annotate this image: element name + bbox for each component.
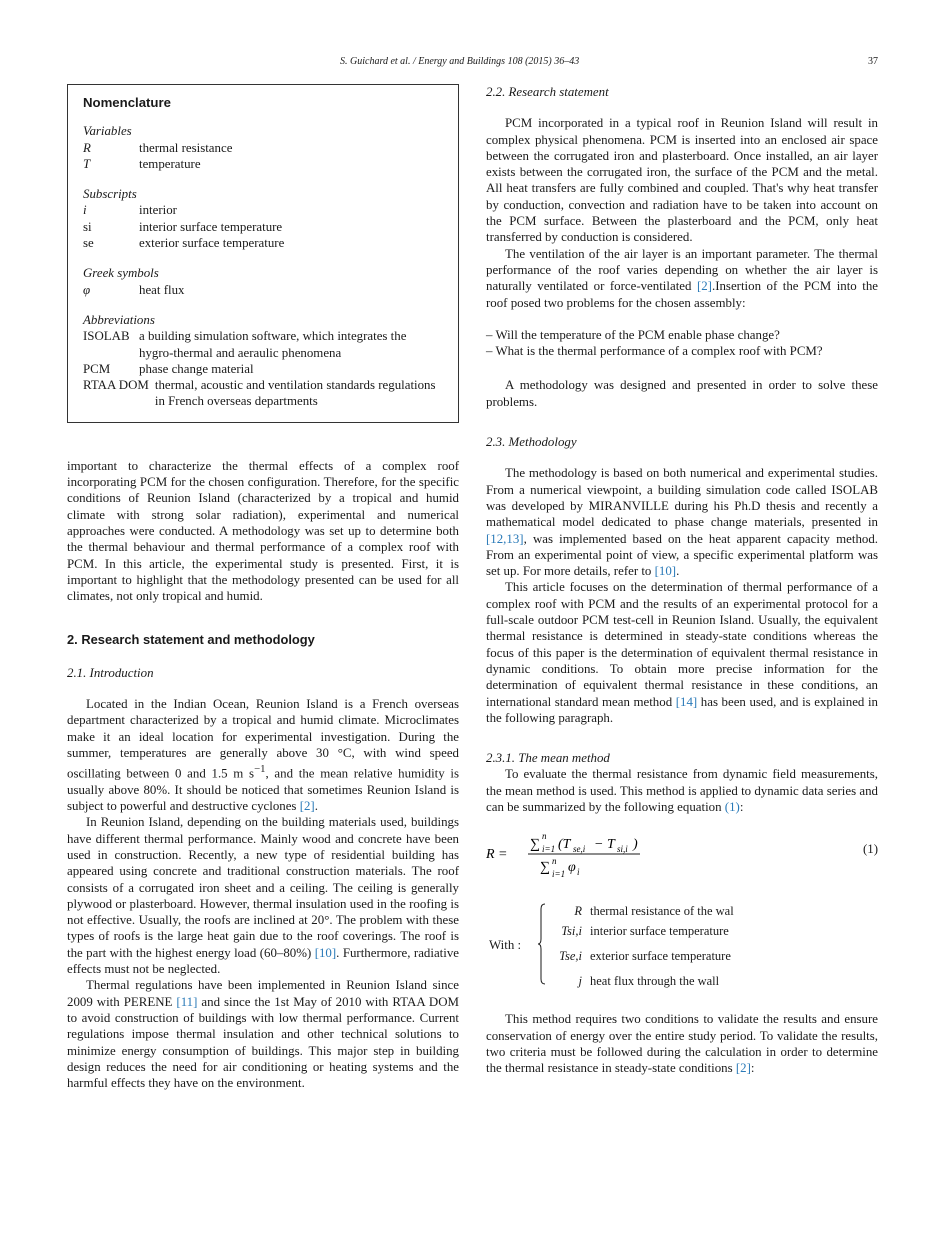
citation-link[interactable]: [12,13] — [486, 531, 524, 546]
subsubsection-title: 2.3.1. The mean method — [486, 751, 610, 766]
citation-link[interactable]: [2] — [735, 1061, 751, 1076]
nomenclature-symbol: φ — [83, 282, 91, 297]
journal-citation: S. Guichard et al. / Energy and Buildings 108 (2015) 36–43 — [340, 56, 580, 67]
nomenclature-group-title: Greek symbols — [83, 266, 159, 281]
variable-row: Tsi,i interior surface temperature — [561, 924, 729, 939]
intro-paragraph: important to characterize the thermal effects of a complex roof incorporating PCM for the chosen configuration. Therefore, for the specific conditions of Reunion Island (characterized by a tropical and humid climate with strong solar radiation), experimental and numerical approaches were conducted. A methodology was set up to determine both the thermal behaviour and thermal performance of a complex roof with PCM. In this article, the experimental study is presented. First, it is important to highlight that the methodology presented can be used for all climates, not only tropical and humid. — [67, 458, 459, 604]
nomenclature-row — [83, 328, 443, 361]
subsection-title: 2.2. Research statement — [486, 85, 609, 99]
svg-text:se,i: se,i — [573, 844, 586, 855]
left-column — [67, 84, 459, 1091]
paragraph: Located in the Indian Ocean, Reunion Island is a French overseas department characterized by a tropical and humid climate. Microclimates make it an ideal location for experimental investigation. During the summer, temperatures are generally above 30 °C, with wind speed oscillating between 0 and 1.5 m $s^{-1}$, and the mean relative humidity is usually above 80%. It should be noticed that sometimes Reunion Island is subject to powerful and destructive cyclones [2]. — [67, 697, 459, 814]
svg-text:− T: − T — [594, 837, 615, 853]
nomenclature-group-title: Subscripts — [83, 187, 137, 202]
subsection-title: 2.1. Introduction — [67, 665, 154, 680]
svg-text:i=1: i=1 — [542, 844, 556, 855]
citation-link[interactable]: [2] — [299, 799, 315, 814]
nomenclature-definition: temperature — [139, 156, 201, 171]
nomenclature-symbol: T — [83, 156, 91, 171]
nomenclature-box — [67, 84, 459, 423]
subsection-title: 2.3. Methodology — [486, 435, 577, 450]
right-column — [486, 84, 878, 1076]
equation-number: (1) — [862, 842, 878, 857]
paragraph: Thermal regulations have been implemented in Reunion Island since 2009 with PERENE [11] and since the 1st May of 2010 with RTAA DOM to avoid construction of buildings with low thermal performance. Current regulations impose thermal insulation and other technical solutions to minimize energy consumption of buildings. This major step in building design reduces the need for air conditioning or heating systems and the harmful effects they have on the environment. — [67, 978, 459, 1091]
nomenclature-row — [83, 156, 443, 172]
variable-row: j heat flux through the wall — [578, 974, 720, 989]
citation-link[interactable]: [2] — [696, 279, 712, 294]
nomenclature-row — [83, 282, 443, 298]
nomenclature-symbol: si — [83, 219, 92, 234]
nomenclature-row — [83, 202, 443, 218]
nomenclature-row — [83, 361, 443, 377]
nomenclature-row — [83, 377, 443, 410]
nomenclature-definition: exterior surface temperature — [139, 236, 285, 251]
svg-text:∑: ∑ — [540, 860, 550, 876]
nomenclature-definition: thermal resistance — [139, 140, 233, 155]
nomenclature-symbol: ISOLAB — [83, 329, 130, 344]
running-header — [0, 56, 926, 72]
nomenclature-row — [83, 235, 443, 251]
svg-text:si,i: si,i — [617, 844, 628, 855]
svg-text:): ) — [633, 837, 638, 853]
nomenclature-row — [83, 140, 443, 156]
nomenclature-symbol: i — [83, 203, 87, 218]
paragraph: This method requires two conditions to validate the results and ensure conservation of energy over the entire study period. To validate the results, two criteria must be followed during the calculation in order to determine the thermal resistance in steady-state conditions [2]: — [486, 1012, 878, 1076]
nomenclature-definition: heat flux — [139, 282, 185, 297]
paragraph: To evaluate the thermal resistance from dynamic field measurements, the mean method is used. This method is applied to dynamic data series and can be summarized by the following equation (1): — [486, 767, 878, 814]
page-number: 37 — [868, 56, 878, 67]
citation-link[interactable]: [10] — [654, 564, 677, 579]
question-list — [486, 327, 878, 360]
paragraph: The ventilation of the air layer is an important parameter. The thermal performance of the roof varies depending on whether the air layer is naturally ventilated or force-ventilated [2].Insertion of the PCM into the roof posed two problems for the chosen assembly: — [486, 246, 878, 310]
equation-formula — [486, 823, 806, 885]
list-item: – Will the temperature of the PCM enable phase change? — [486, 327, 878, 343]
variable-row: R thermal resistance of the wal — [574, 904, 734, 919]
curly-brace — [538, 903, 546, 985]
nomenclature-definition: a building simulation software, which integrates the hygro-thermal and aeraulic phenomena — [139, 329, 407, 360]
nomenclature-row — [83, 219, 443, 235]
nomenclature-group-title: Variables — [83, 124, 132, 139]
citation-link[interactable]: [11] — [176, 994, 198, 1009]
nomenclature-group-title: Abbreviations — [83, 312, 155, 327]
nomenclature-symbol: se — [83, 236, 94, 251]
nomenclature-symbol: PCM — [83, 361, 111, 376]
equation-1 — [486, 823, 878, 885]
svg-text:∑: ∑ — [530, 837, 540, 853]
variable-row: Tse,i exterior surface temperature — [559, 949, 731, 964]
svg-text:n: n — [552, 856, 557, 867]
paragraph: This article focuses on the determination of thermal performance of a complex roof with PCM and the results of an experimental protocol for a full-scale outdoor PCM test-cell in Reunion Island. Usually, the equivalent thermal resistance is determined in steady-state conditions whereas the focus of this paper is the determination of equivalent thermal resistance in dynamic conditions. To obtain more precise information for the determination of equivalent thermal resistance in these conditions, an international standard mean method [14] has been used, and is explained in the following paragraph. — [486, 580, 878, 725]
nomenclature-definition: phase change material — [139, 361, 254, 376]
paragraph: PCM incorporated in a typical roof in Reunion Island will result in complex physical phenomena. PCM is inserted into an enclosed air space between the corrugated iron and plasterboard. Once installed, an air layer exists between the corrugated iron, the surface of the PCM and the metal. All heat transfers are fully combined and coupled. That's why heat transfer by conduction, convection and radiation have to be taken into account on the PCM surface. Between the plasterboard and the PCM, only heat transferred by conduction is considered. — [486, 116, 878, 245]
nomenclature-symbol: R — [83, 140, 91, 155]
svg-text:φ: φ — [568, 860, 576, 876]
list-item: – What is the thermal performance of a complex roof with PCM? — [486, 343, 878, 359]
nomenclature-definition: interior — [139, 203, 177, 218]
nomenclature-definition: interior surface temperature — [139, 219, 283, 234]
nomenclature-symbol: RTAA DOM — [83, 378, 149, 393]
svg-text:i=1: i=1 — [552, 869, 566, 880]
nomenclature-definition: thermal, acoustic and ventilation standards regulations in French overseas departments — [154, 378, 436, 409]
section-title: 2. Research statement and methodology — [67, 632, 315, 648]
equation-reference[interactable]: (1) — [724, 799, 740, 814]
with-label: With : — [489, 938, 522, 953]
svg-text:(T: (T — [558, 837, 571, 853]
paragraph: In Reunion Island, depending on the building materials used, buildings have different thermal performance. Mainly wood and concrete have been used in construction. Recently, a new type of residential building has appeared using concrete and traditional construction materials. The roof consists of a corrugated iron sheet and a ceiling. The ceiling is generally plywood or plasterboard. However, thermal insulation used in the roofing is not effective. Usually, the roofs are inclined at 20°. The problem with these types of roofs is the large heat gain due to the roof coverings. The roof is the part with the highest energy load (60–80%) [10]. Furthermore, radiative effects must not be neglected. — [67, 815, 459, 977]
paragraph: A methodology was designed and presented in order to solve these problems. — [486, 378, 878, 409]
citation-link[interactable]: [10] — [314, 945, 337, 960]
citation-link[interactable]: [14] — [675, 694, 698, 709]
equation-variables — [486, 903, 878, 989]
nomenclature-title: Nomenclature — [83, 95, 171, 110]
paragraph: The methodology is based on both numerical and experimental studies. From a numerical viewpoint, a building simulation code called ISOLAB was developed by MIRANVILLE during his Ph.D thesis and recently a mathematical model dedicated to phase change materials, presented in [12,13], was implemented based on the heat apparent capacity method. From an experimental point of view, a specific experimental platform was set up. For more details, refer to [10]. — [486, 466, 878, 579]
svg-text:n: n — [542, 831, 547, 842]
svg-text:i: i — [577, 867, 580, 878]
svg-text:R =: R = — [486, 847, 508, 863]
